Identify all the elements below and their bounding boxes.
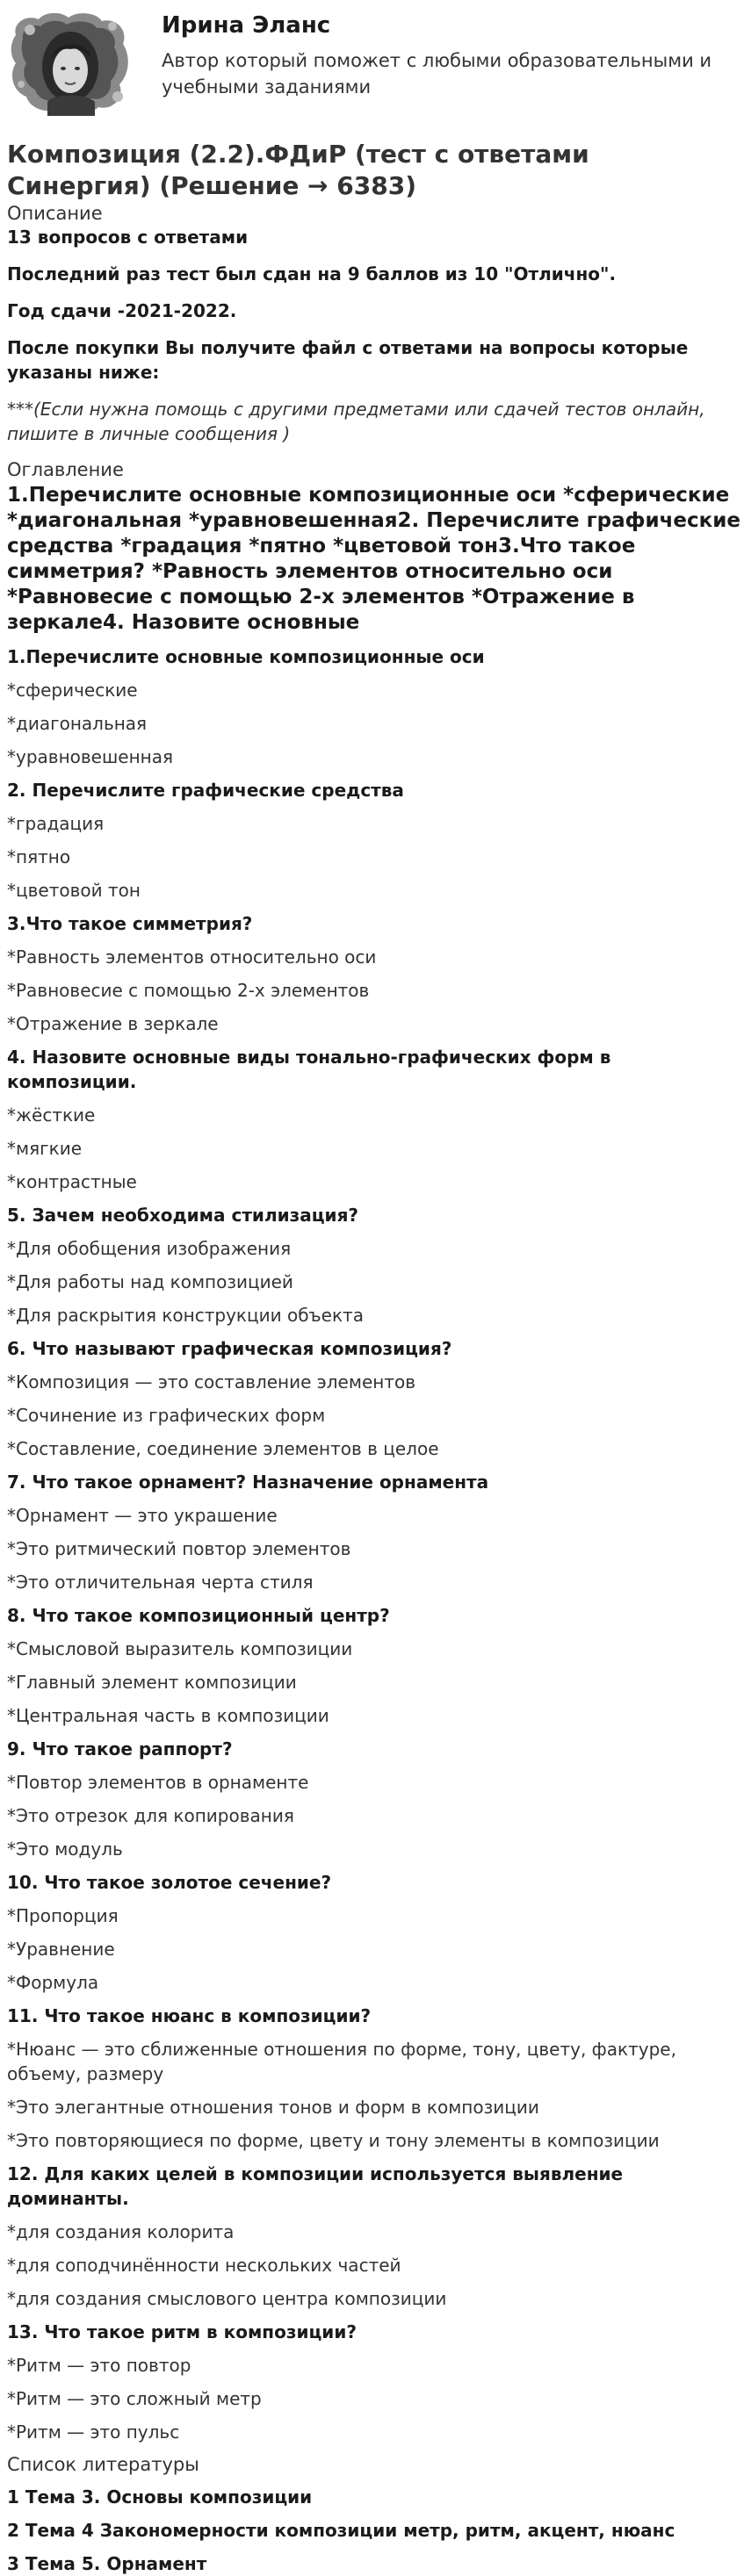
answer-item: *градация <box>7 813 105 834</box>
answer-item: *Это модуль <box>7 1838 123 1860</box>
answer-item: *мягкие <box>7 1138 83 1159</box>
answer-item: *жёсткие <box>7 1105 96 1126</box>
question-4 <box>7 1045 737 1194</box>
questions-list <box>7 644 737 2444</box>
author-block <box>7 7 737 130</box>
answer-item: *Уравнение <box>7 1939 115 1960</box>
question-12 <box>7 2162 737 2311</box>
help-note: ***(Если нужна помощь с другими предметами или сдачей тестов онлайн, пишите в личные сообщения ) <box>7 399 705 444</box>
question-13 <box>7 2320 737 2444</box>
answer-item: *Центральная часть в композиции <box>7 1705 329 1726</box>
question-title: 1.Перечислите основные композиционные оси <box>7 646 485 667</box>
question-title: 6. Что называют графическая композиция? <box>7 1338 452 1359</box>
question-11 <box>7 2004 737 2153</box>
answer-item: *Ритм — это сложный метр <box>7 2388 262 2409</box>
question-7 <box>7 1470 737 1594</box>
question-2 <box>7 778 737 903</box>
answer-item: *Это повторяющиеся по форме, цвету и тону элементы в композиции <box>7 2130 660 2151</box>
answer-item: *Ритм — это повтор <box>7 2355 191 2376</box>
answer-item: *Отражение в зеркале <box>7 1013 219 1034</box>
question-title: 13. Что такое ритм в композиции? <box>7 2321 357 2342</box>
answer-item: *Для раскрытия конструкции объекта <box>7 1305 364 1326</box>
question-title: 10. Что такое золотое сечение? <box>7 1872 332 1893</box>
answer-item: *Для работы над композицией <box>7 1271 293 1292</box>
answer-item: *Орнамент — это украшение <box>7 1505 278 1526</box>
answer-item: *Это ритмический повтор элементов <box>7 1538 351 1559</box>
answer-item: *Для обобщения изображения <box>7 1238 292 1259</box>
question-title: 9. Что такое раппорт? <box>7 1738 233 1759</box>
year-text: Год сдачи -2021-2022. <box>7 300 237 321</box>
answer-item: *Составление, соединение элементов в целое <box>7 1438 439 1459</box>
answer-item: *для соподчинённости нескольких частей <box>7 2255 401 2276</box>
answer-item: *Это отрезок для копирования <box>7 1805 294 1826</box>
question-5 <box>7 1203 737 1328</box>
question-3 <box>7 911 737 1036</box>
question-10 <box>7 1870 737 1995</box>
question-title: 7. Что такое орнамент? Назначение орнамента <box>7 1471 489 1493</box>
answer-item: *для создания смыслового центра композиции <box>7 2288 447 2309</box>
question-1 <box>7 644 737 769</box>
answer-item: *Формула <box>7 1972 99 1993</box>
questions-count: 13 вопросов с ответами <box>7 227 249 248</box>
question-8 <box>7 1603 737 1728</box>
answer-item: *Равновесие с помощью 2-х элементов <box>7 980 370 1001</box>
answer-item: *уравновешенная <box>7 746 174 767</box>
answer-item: *пятно <box>7 846 71 867</box>
question-title: 2. Перечислите графические средства <box>7 780 404 801</box>
question-9 <box>7 1737 737 1861</box>
last-passed-text: Последний раз тест был сдан на 9 баллов из 10 "Отлично". <box>7 263 617 284</box>
answer-item: *Повтор элементов в орнаменте <box>7 1772 309 1793</box>
answer-item: *контрастные <box>7 1171 137 1192</box>
after-purchase-text: После покупки Вы получите файл с ответами на вопросы которые указаны ниже: <box>7 337 689 383</box>
answer-item: *Ритм — это пульс <box>7 2421 180 2443</box>
toc-label: Оглавление <box>7 459 124 480</box>
description-label: Описание <box>7 203 103 224</box>
literature-label: Список литературы <box>7 2454 199 2475</box>
answer-item: *Главный элемент композиции <box>7 1672 297 1693</box>
answer-item: *для создания колорита <box>7 2221 235 2242</box>
answer-item: *сферические <box>7 680 138 701</box>
question-6 <box>7 1336 737 1461</box>
question-title: 5. Зачем необходима стилизация? <box>7 1205 359 1226</box>
answer-item: *Сочинение из графических форм <box>7 1405 326 1426</box>
author-avatar[interactable] <box>9 9 132 116</box>
answer-item: *Равность элементов относительно оси <box>7 946 377 968</box>
toc-heading: 1.Перечислите основные композиционные оси *сферические *диагональная *уравновешенная2. Перечислите графические средства *градация *пятно *цветовой тон3.Что такое симметрия? *Равность элементов относительно оси *Равновесие с помощью 2-х элементов *Отражение в зеркале4. Назовите основные <box>7 484 740 634</box>
answer-item: *цветовой тон <box>7 880 141 901</box>
answer-item: *Композиция — это составление элементов <box>7 1371 415 1392</box>
literature-item: 3 Тема 5. Орнамент <box>7 2553 207 2574</box>
author-name[interactable]: Ирина Эланс <box>162 12 331 39</box>
page-title: Композиция (2.2).ФДиР (тест с ответами Синергия) (Решение → 6383) <box>7 140 589 200</box>
author-description: Автор который поможет с любыми образовательными и учебными заданиями <box>162 50 712 97</box>
question-title: 12. Для каких целей в композиции используется выявление доминанты. <box>7 2163 624 2209</box>
answer-item: *Пропорция <box>7 1905 119 1926</box>
question-title: 4. Назовите основные виды тонально-графических форм в композиции. <box>7 1047 611 1092</box>
answer-item: *Это отличительная черта стиля <box>7 1572 314 1593</box>
answer-item: *Это элегантные отношения тонов и форм в композиции <box>7 2097 539 2118</box>
question-title: 8. Что такое композиционный центр? <box>7 1605 390 1626</box>
literature-item: 2 Тема 4 Закономерности композиции метр, ритм, акцент, нюанс <box>7 2520 675 2541</box>
answer-item: *диагональная <box>7 713 148 734</box>
literature-item: 1 Тема 3. Основы композиции <box>7 2486 313 2508</box>
answer-item: *Нюанс — это сближенные отношения по форме, тону, цвету, фактуре, объему, размеру <box>7 2039 676 2084</box>
answer-item: *Смысловой выразитель композиции <box>7 1638 353 1659</box>
question-title: 11. Что такое нюанс в композиции? <box>7 2005 372 2026</box>
question-title: 3.Что такое симметрия? <box>7 913 253 934</box>
